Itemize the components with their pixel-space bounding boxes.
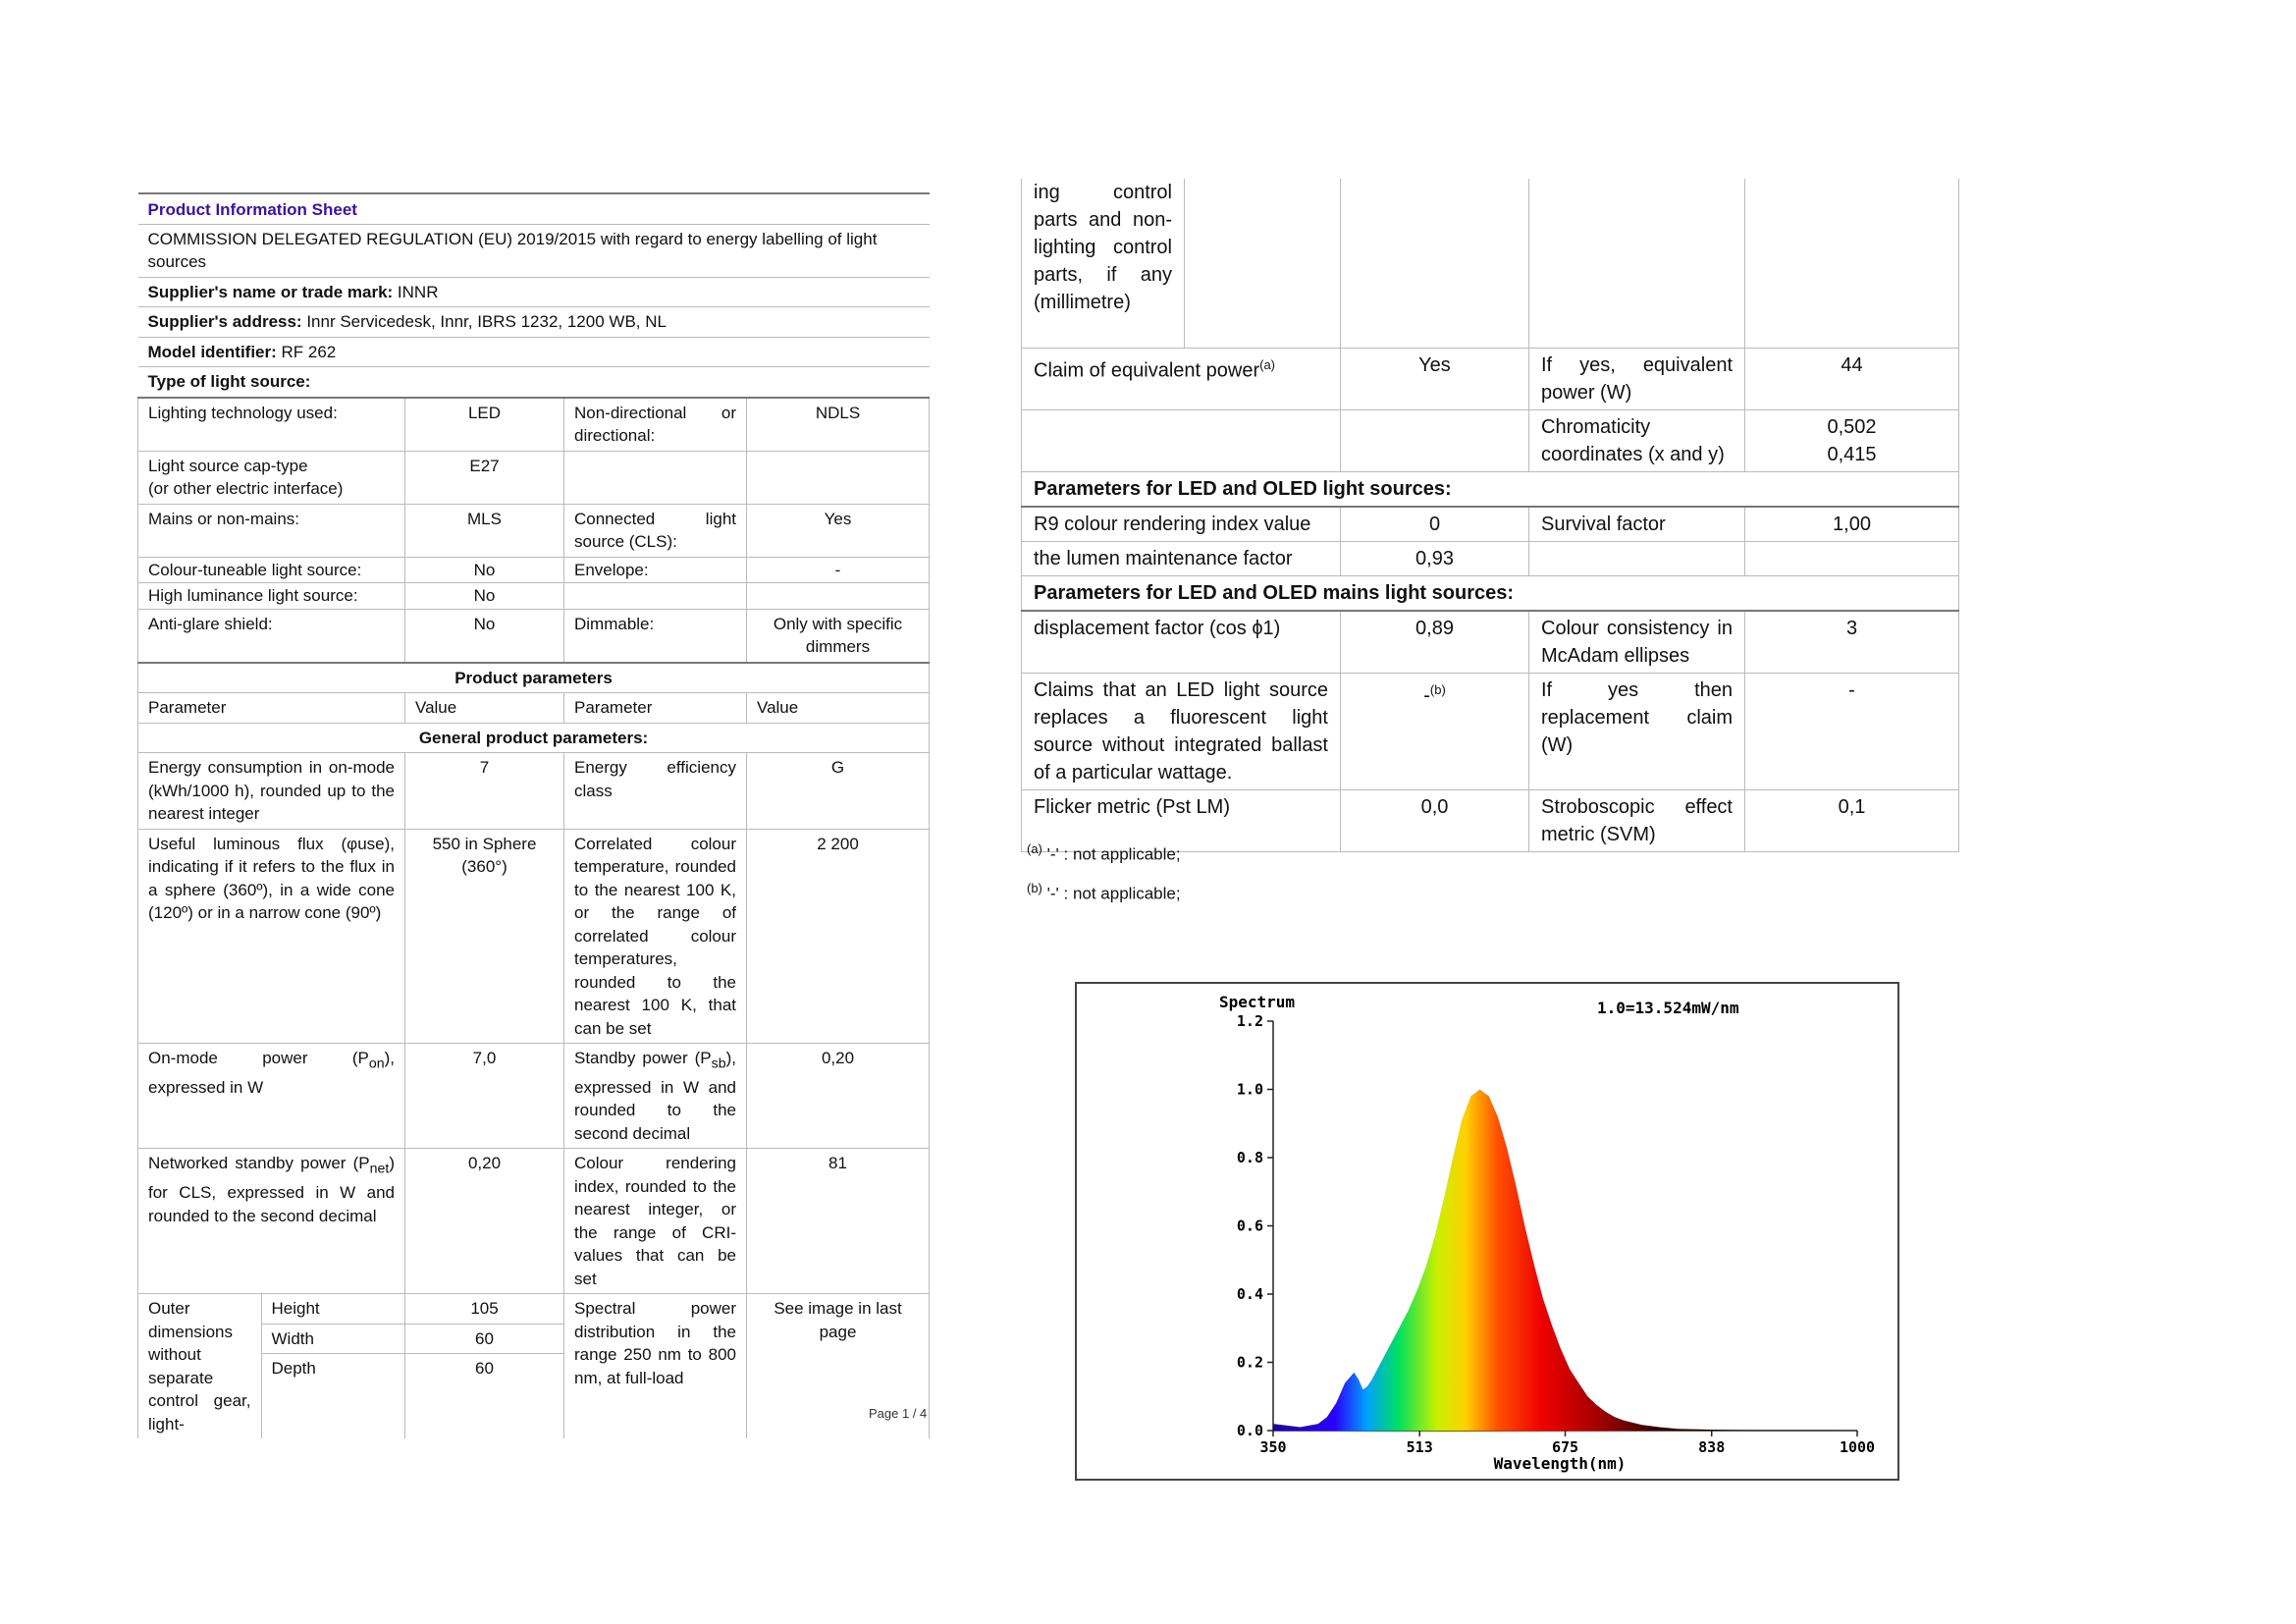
hl-label: High luminance light source: xyxy=(138,583,405,610)
header-value: Value xyxy=(405,693,564,724)
x-tick-label: 1000 xyxy=(1839,1438,1876,1456)
height-value: 105 xyxy=(405,1294,563,1325)
empty-cell xyxy=(1022,410,1341,472)
footnote-a-text: '-' : not applicable; xyxy=(1046,844,1181,864)
x-axis-label: Wavelength(nm) xyxy=(1493,1454,1627,1473)
pnet-label xyxy=(138,1149,405,1294)
equiv-label-text: Claim of equivalent power xyxy=(1034,359,1260,382)
eclass-label: Energy efficiency class xyxy=(564,753,747,830)
type-label: Type of light source: xyxy=(138,367,930,398)
chart-title: Spectrum xyxy=(1219,993,1296,1011)
equiv-w-label: If yes, equivalent power (W) xyxy=(1529,349,1745,410)
supplier-name: INNR xyxy=(397,282,439,301)
dimensions-subtable xyxy=(138,1294,404,1438)
mains-label: Mains or non-mains: xyxy=(138,504,405,557)
depth-value: 60 xyxy=(475,1359,494,1379)
dimension-values xyxy=(405,1294,564,1439)
spectrum-area xyxy=(1273,1090,1857,1432)
dimensions-label: Outer dimensions without separate control gear, light- xyxy=(138,1294,261,1438)
cap-value: E27 xyxy=(405,451,564,504)
displacement-label: displacement factor (cos ϕ1) xyxy=(1022,611,1341,674)
envelope-label: Envelope: xyxy=(564,557,747,583)
equiv-label xyxy=(1022,349,1341,410)
r9-label: R9 colour rendering index value xyxy=(1022,507,1341,542)
claim-value: -$^{(b)}$ xyxy=(1341,674,1529,790)
flicker-value: 0,0 xyxy=(1341,790,1529,852)
y-tick-label: 0.4 xyxy=(1236,1285,1263,1303)
lumen-label: the lumen maintenance factor xyxy=(1022,542,1341,576)
model-label: Model identifier: xyxy=(147,342,277,361)
regulation-text: COMMISSION DELEGATED REGULATION (EU) 2019/2015 with regard to energy labelling of light sources xyxy=(138,224,930,277)
header-param: Parameter xyxy=(138,693,405,724)
chroma-x: 0,502 xyxy=(1827,416,1877,438)
hl-value: No xyxy=(405,583,564,610)
tune-value: No xyxy=(405,557,564,583)
empty-cell xyxy=(564,583,747,610)
empty-cell xyxy=(1341,410,1529,472)
strobo-label: Stroboscopic effect metric (SVM) xyxy=(1529,790,1745,852)
equiv-value: Yes xyxy=(1341,349,1529,410)
y-tick-label: 0.2 xyxy=(1236,1353,1263,1372)
cap-label-line1: Light source cap-type xyxy=(148,456,308,475)
supplier-address: Innr Servicedesk, Innr, IBRS 1232, 1200 WB, NL xyxy=(306,312,667,331)
footnote-b-text: '-' : not applicable; xyxy=(1046,884,1181,903)
psb-sub: sb xyxy=(711,1056,726,1072)
supplier-address-row xyxy=(138,307,930,338)
footnote-b-mark: (b) xyxy=(1027,880,1042,895)
spectrum-chart xyxy=(1075,982,1899,1481)
chroma-values xyxy=(1745,410,1959,472)
mains-params-title: Parameters for LED and OLED mains light sources: xyxy=(1022,576,1959,612)
survival-label: Survival factor xyxy=(1529,507,1745,542)
header-param: Parameter xyxy=(564,693,747,724)
survival-value: 1,00 xyxy=(1745,507,1959,542)
empty-cell xyxy=(1745,179,1959,349)
footnote-a-mark: (a) xyxy=(1027,841,1042,856)
r9-value: 0 xyxy=(1341,507,1529,542)
continued-table xyxy=(1021,179,1959,852)
empty-cell xyxy=(1341,179,1529,349)
led-params-title: Parameters for LED and OLED light sources: xyxy=(1022,472,1959,508)
pnet-sub: net xyxy=(369,1161,390,1177)
cap-label xyxy=(138,451,405,504)
tune-label: Colour-tuneable light source: xyxy=(138,557,405,583)
energy-label: Energy consumption in on-mode (kWh/1000 h), rounded up to the nearest integer xyxy=(138,753,405,830)
energy-value: 7 xyxy=(405,753,564,830)
width-value: 60 xyxy=(405,1325,563,1355)
tech-value: LED xyxy=(405,398,564,452)
continuation-cell xyxy=(1022,179,1341,349)
x-tick-label: 838 xyxy=(1698,1438,1726,1456)
cri-value: 81 xyxy=(747,1149,930,1294)
pon-value: 7,0 xyxy=(405,1044,564,1149)
chroma-y: 0,415 xyxy=(1827,444,1877,465)
spd-label: Spectral power distribution in the range 250 nm to 800 nm, at full-load xyxy=(564,1294,747,1439)
dir-value: NDLS xyxy=(747,398,930,452)
displacement-value: 0,89 xyxy=(1341,611,1529,674)
cap-label-line2: (or other electric interface) xyxy=(148,479,344,498)
empty-cell xyxy=(1745,542,1959,576)
y-tick-label: 0.0 xyxy=(1236,1422,1263,1439)
tech-label: Lighting technology used: xyxy=(138,398,405,452)
flux-value: 550 in Sphere (360°) xyxy=(405,829,564,1044)
empty-cell xyxy=(1529,179,1745,349)
mcadam-value: 3 xyxy=(1745,611,1959,674)
x-tick-label: 350 xyxy=(1259,1438,1287,1456)
cls-label: Connected light source (CLS): xyxy=(564,504,747,557)
cct-label: Correlated colour temperature, rounded to the nearest 100 K, or the range of correlated colour temperatures, rounded to the nearest 100 K, that can be set xyxy=(564,829,747,1044)
ag-value: No xyxy=(405,609,564,663)
pon-sub: on xyxy=(368,1056,385,1072)
footnotes xyxy=(1027,833,1181,910)
general-params-title: General product parameters: xyxy=(138,723,930,753)
page-title: Product Information Sheet xyxy=(138,193,930,224)
dimension-names xyxy=(261,1294,404,1438)
y-tick-label: 0.6 xyxy=(1236,1217,1263,1235)
spd-value: See image in last page xyxy=(747,1294,930,1439)
chroma-label: Chromaticity coordinates (x and y) xyxy=(1529,410,1745,472)
claim-footnote-mark: (b) xyxy=(1429,682,1446,697)
dir-label: Non-directional or directional: xyxy=(564,398,747,452)
continuation-label: ing control parts and non-lighting control parts, if any (millimetre) xyxy=(1022,179,1185,348)
envelope-value: - xyxy=(747,557,930,583)
replacement-label: If yes then replacement claim (W) xyxy=(1529,674,1745,790)
psb-label-a: Standby power (P xyxy=(574,1049,712,1067)
flux-label: Useful luminous flux (φuse), indicating if it refers to the flux in a sphere (360º), in a wide cone (120º) or in a narrow cone (90º) xyxy=(138,829,405,1044)
spectrum-svg xyxy=(1077,984,1897,1479)
psb-value: 0,20 xyxy=(747,1044,930,1149)
product-params-title: Product parameters xyxy=(138,663,930,693)
pnet-label-a: Networked standby power (P xyxy=(148,1154,370,1173)
right-page xyxy=(1021,179,1958,852)
pon-label-b: ), expressed in W xyxy=(148,1049,395,1097)
supplier-name-row xyxy=(138,277,930,307)
header-value: Value xyxy=(747,693,930,724)
cct-value: 2 200 xyxy=(747,829,930,1044)
width-label: Width xyxy=(262,1325,405,1355)
product-info-table xyxy=(137,192,930,1438)
pnet-label-b: ) for CLS, expressed in W and rounded to the second decimal xyxy=(148,1154,395,1225)
x-tick-label: 675 xyxy=(1551,1438,1579,1456)
dimensions-cell xyxy=(138,1294,405,1439)
equiv-footnote-mark: (a) xyxy=(1259,357,1276,372)
empty-cell xyxy=(747,451,930,504)
claim-label: Claims that an LED light source replaces a fluorescent light source without integrated ballast of a particular wattage. xyxy=(1022,674,1341,790)
supplier-address-label: Supplier's address: xyxy=(147,312,302,331)
ag-label: Anti-glare shield: xyxy=(138,609,405,663)
model-row xyxy=(138,337,930,367)
mains-value: MLS xyxy=(405,504,564,557)
model-identifier: RF 262 xyxy=(281,342,337,361)
mcadam-label: Colour consistency in McAdam ellipses xyxy=(1529,611,1745,674)
left-page xyxy=(137,192,929,1438)
chart-annotation: 1.0=13.524mW/nm xyxy=(1597,999,1739,1017)
empty-cell xyxy=(564,451,747,504)
replacement-value: - xyxy=(1745,674,1959,790)
psb-label xyxy=(564,1044,747,1149)
lumen-value: 0,93 xyxy=(1341,542,1529,576)
footnote-b xyxy=(1027,872,1181,911)
page-number: Page 1 / 4 xyxy=(869,1406,928,1421)
empty-cell xyxy=(747,583,930,610)
pon-label xyxy=(138,1044,405,1149)
y-tick-label: 1.2 xyxy=(1236,1012,1263,1030)
y-tick-label: 1.0 xyxy=(1236,1080,1263,1099)
supplier-name-label: Supplier's name or trade mark: xyxy=(147,282,394,301)
strobo-value: 0,1 xyxy=(1745,790,1959,852)
equiv-w-value: 44 xyxy=(1745,349,1959,410)
empty-cell xyxy=(1529,542,1745,576)
height-label: Height xyxy=(262,1294,405,1325)
psb-label-b: ), expressed in W and rounded to the second decimal xyxy=(574,1049,736,1143)
dimmable-value: Only with specific dimmers xyxy=(747,609,930,663)
cri-label: Colour rendering index, rounded to the nearest integer, or the range of CRI-values that can be set xyxy=(564,1149,747,1294)
eclass-value: G xyxy=(747,753,930,830)
flicker-label: Flicker metric (Pst LM) xyxy=(1022,790,1341,852)
cls-value: Yes xyxy=(747,504,930,557)
pon-label-a: On-mode power (P xyxy=(148,1049,369,1067)
y-tick-label: 0.8 xyxy=(1236,1149,1263,1166)
footnote-a xyxy=(1027,833,1181,872)
x-tick-label: 513 xyxy=(1406,1438,1433,1456)
depth-label: Depth xyxy=(271,1359,316,1379)
dimmable-label: Dimmable: xyxy=(564,609,747,663)
pnet-value: 0,20 xyxy=(405,1149,564,1294)
